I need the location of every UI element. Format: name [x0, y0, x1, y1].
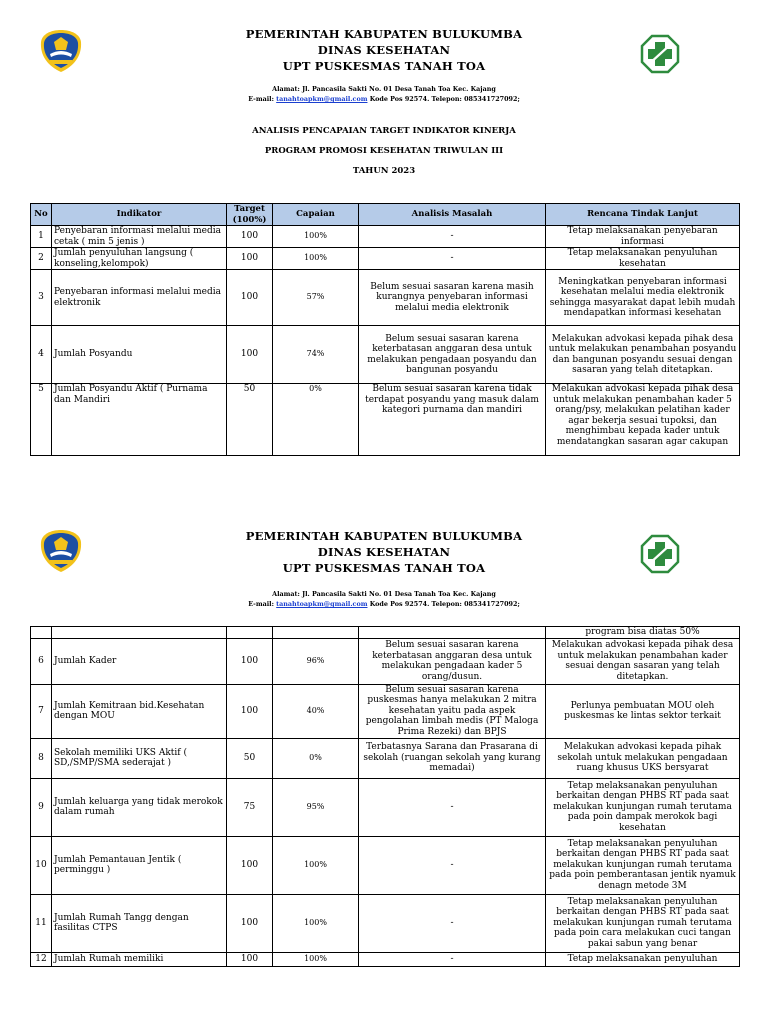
- cell-analisis: Belum sesuai sasaran karena keterbatasan anggaran desa untuk melakukan pengadaan kader 5 orang/dusun.: [359, 638, 546, 684]
- cell-rencana: Melakukan advokasi kepada pihak desa untuk melakukan penambahan kader 5 orang/psy, melakukan pelatihan kader agar bekerja sesuai tupoksi, dan menghimbau kepada kader untuk mendatangkan sasaran agar cakupan: [546, 384, 740, 456]
- cell-no: 9: [31, 778, 52, 836]
- cell-analisis: Belum sesuai sasaran karena tidak terdapat posyandu yang masuk dalam kategori purnama dan mandiri: [359, 384, 546, 456]
- cell-capaian: 74%: [273, 326, 359, 384]
- letterhead: [0, 26, 768, 74]
- contact-info: Kode Pos 92574. Telepon: 085341727092;: [367, 600, 520, 608]
- contact-line: [0, 599, 768, 609]
- cell-rencana: Tetap melaksanakan penyuluhan berkaitan dengan PHBS RT pada saat melakukan kunjungan rumah terutama pada poin dampak merokok bagi kesehatan: [546, 778, 740, 836]
- report-subtitle: PROGRAM PROMOSI KESEHATAN TRIWULAN III: [264, 146, 504, 156]
- table-row: [31, 836, 740, 894]
- cell-target: 100: [227, 894, 273, 952]
- cell-indikator: Penyebaran informasi melalui media elektronik: [52, 270, 227, 326]
- email-label: E-mail:: [248, 95, 277, 103]
- cell-no: 7: [31, 684, 52, 738]
- contact-info: Kode Pos 92574. Telepon: 085341727092;: [367, 95, 520, 103]
- cell-target: 50: [227, 384, 273, 456]
- col-header-capaian: Capaian: [273, 204, 359, 226]
- col-header-target: Target (100%): [227, 204, 273, 226]
- col-header-analisis: Analisis Masalah: [359, 204, 546, 226]
- cell-indikator: [52, 627, 227, 639]
- table-row: [31, 326, 740, 384]
- table-row: [31, 270, 740, 326]
- report-title: ANALISIS PENCAPAIAN TARGET INDIKATOR KINERJA: [252, 126, 516, 136]
- letterhead-line3: UPT PUSKESMAS TANAH TOA: [282, 59, 486, 73]
- table-row: [31, 684, 740, 738]
- cell-rencana: Perlunya pembuatan MOU oleh puskesmas ke lintas sektor terkait: [546, 684, 740, 738]
- col-header-indikator: Indikator: [52, 204, 227, 226]
- cell-capaian: 0%: [273, 384, 359, 456]
- cell-capaian: 0%: [273, 738, 359, 778]
- document-page-1: [0, 0, 768, 470]
- cell-capaian: [273, 627, 359, 639]
- email-link[interactable]: tanahtoapkm@gmail.com: [276, 600, 368, 608]
- cell-target: 100: [227, 226, 273, 248]
- cell-no: 2: [31, 248, 52, 270]
- address-line: Alamat: Jl. Pancasila Sakti No. 01 Desa Tanah Toa Kec. Kajang: [272, 85, 496, 93]
- cell-rencana: Melakukan advokasi kepada pihak sekolah untuk melakukan pengadaan ruang khusus UKS bersyarat: [546, 738, 740, 778]
- email-label: E-mail:: [248, 600, 277, 608]
- email-link[interactable]: tanahtoapkm@gmail.com: [276, 95, 368, 103]
- cell-no: 3: [31, 270, 52, 326]
- table-row: [31, 226, 740, 248]
- cell-analisis: -: [359, 894, 546, 952]
- cell-capaian: 100%: [273, 836, 359, 894]
- cell-target: 100: [227, 248, 273, 270]
- cell-target: [227, 627, 273, 639]
- cell-rencana: Tetap melaksanakan penyuluhan kesehatan: [546, 248, 740, 270]
- cell-rencana: Tetap melaksanakan penyebaran informasi: [546, 226, 740, 248]
- cell-target: 50: [227, 738, 273, 778]
- cell-capaian: 95%: [273, 778, 359, 836]
- cell-indikator: Penyebaran informasi melalui media cetak ( min 5 jenis ): [52, 226, 227, 248]
- table-row: [31, 248, 740, 270]
- cell-no: 6: [31, 638, 52, 684]
- cell-analisis: -: [359, 836, 546, 894]
- cell-capaian: 100%: [273, 248, 359, 270]
- letterhead-line2: DINAS KESEHATAN: [317, 545, 451, 559]
- cell-target: 100: [227, 836, 273, 894]
- cell-no: 5: [31, 384, 52, 456]
- address-line: Alamat: Jl. Pancasila Sakti No. 01 Desa Tanah Toa Kec. Kajang: [272, 590, 496, 598]
- cell-target: 100: [227, 270, 273, 326]
- cell-analisis: Belum sesuai sasaran karena keterbatasan anggaran desa untuk melakukan pengadaan posyandu dan bangunan posyandu: [359, 326, 546, 384]
- cell-target: 100: [227, 638, 273, 684]
- letterhead-line1: PEMERINTAH KABUPATEN BULUKUMBA: [245, 27, 523, 41]
- table-row: [31, 384, 740, 456]
- cell-no: 4: [31, 326, 52, 384]
- cell-analisis: Terbatasnya Sarana dan Prasarana di sekolah (ruangan sekolah yang kurang memadai): [359, 738, 546, 778]
- cell-target: 75: [227, 778, 273, 836]
- cell-capaian: 100%: [273, 226, 359, 248]
- cell-indikator: Jumlah Posyandu Aktif ( Purnama dan Mandiri: [52, 384, 227, 456]
- contact-line: [0, 94, 768, 104]
- cell-analisis: -: [359, 952, 546, 966]
- cell-indikator: Jumlah Pemantauan Jentik ( perminggu ): [52, 836, 227, 894]
- cell-rencana: Melakukan advokasi kepada pihak desa untuk melakukan penambahan kader sesuai dengan sasaran yang telah ditetapkan.: [546, 638, 740, 684]
- cell-indikator: Jumlah Kader: [52, 638, 227, 684]
- cell-capaian: 40%: [273, 684, 359, 738]
- cell-capaian: 100%: [273, 894, 359, 952]
- page-gap: [0, 470, 768, 500]
- letterhead: [0, 528, 768, 576]
- cell-target: 100: [227, 952, 273, 966]
- cell-indikator: Jumlah keluarga yang tidak merokok dalam rumah: [52, 778, 227, 836]
- table-row-continuation: [31, 627, 740, 639]
- cell-rencana: program bisa diatas 50%: [546, 627, 740, 639]
- letterhead-address: [0, 589, 768, 609]
- indicator-table-page2: [30, 626, 740, 967]
- cell-indikator: Jumlah Rumah Tangg dengan fasilitas CTPS: [52, 894, 227, 952]
- cell-target: 100: [227, 326, 273, 384]
- cell-analisis: -: [359, 778, 546, 836]
- cell-indikator: Jumlah Posyandu: [52, 326, 227, 384]
- table-row: [31, 894, 740, 952]
- letterhead-line3: UPT PUSKESMAS TANAH TOA: [282, 561, 486, 575]
- col-header-rencana: Rencana Tindak Lanjut: [546, 204, 740, 226]
- cell-no: 10: [31, 836, 52, 894]
- cell-rencana: Meningkatkan penyebaran informasi kesehatan melalui media elektronik sehingga masyarakat dapat lebih mudah mendapatkan informasi kesehatan: [546, 270, 740, 326]
- cell-target: 100: [227, 684, 273, 738]
- cell-no: 1: [31, 226, 52, 248]
- cell-capaian: 96%: [273, 638, 359, 684]
- letterhead-address: [0, 84, 768, 104]
- table-row: [31, 952, 740, 966]
- letterhead-line1: PEMERINTAH KABUPATEN BULUKUMBA: [245, 529, 523, 543]
- cell-no: 11: [31, 894, 52, 952]
- cell-rencana: Melakukan advokasi kepada pihak desa untuk melakukan penambahan posyandu dan bangunan posyandu sesuai dengan sasaran yang telah ditetapkan.: [546, 326, 740, 384]
- report-year: TAHUN 2023: [352, 166, 416, 176]
- indicator-table-page1: [30, 203, 740, 456]
- cell-capaian: 100%: [273, 952, 359, 966]
- cell-no: 8: [31, 738, 52, 778]
- cell-analisis: -: [359, 248, 546, 270]
- cell-indikator: Jumlah Rumah memiliki: [52, 952, 227, 966]
- letterhead-line2: DINAS KESEHATAN: [317, 43, 451, 57]
- cell-analisis: [359, 627, 546, 639]
- cell-analisis: Belum sesuai sasaran karena masih kurangnya penyebaran informasi melalui media elektronik: [359, 270, 546, 326]
- cell-rencana: Tetap melaksanakan penyuluhan berkaitan dengan PHBS RT pada saat melakukan kunjungan rumah terutama pada poin cara melakukan cuci tangan pakai sabun yang benar: [546, 894, 740, 952]
- cell-rencana: Tetap melaksanakan penyuluhan berkaitan dengan PHBS RT pada saat melakukan kunjungan rumah terutama pada poin pemberantasan jentik nyamuk denagn metode 3M: [546, 836, 740, 894]
- cell-analisis: Belum sesuai sasaran karena puskesmas hanya melakukan 2 mitra kesehatan yaitu pada aspek pengolahan limbah medis (PT Maloga Prima Rezeki) dan BPJS: [359, 684, 546, 738]
- cell-capaian: 57%: [273, 270, 359, 326]
- table-header-row: [31, 204, 740, 226]
- table-row: [31, 778, 740, 836]
- table-row: [31, 638, 740, 684]
- cell-indikator: Jumlah Kemitraan bid.Kesehatan dengan MOU: [52, 684, 227, 738]
- cell-analisis: -: [359, 226, 546, 248]
- cell-indikator: Jumlah penyuluhan langsung ( konseling,kelompok): [52, 248, 227, 270]
- table-row: [31, 738, 740, 778]
- cell-no: [31, 627, 52, 639]
- cell-indikator: Sekolah memiliki UKS Aktif ( SD,/SMP/SMA sederajat ): [52, 738, 227, 778]
- document-page-2: [0, 500, 768, 1024]
- report-titles: [0, 121, 768, 181]
- cell-rencana: Tetap melaksanakan penyuluhan: [546, 952, 740, 966]
- cell-no: 12: [31, 952, 52, 966]
- col-header-no: No: [31, 204, 52, 226]
